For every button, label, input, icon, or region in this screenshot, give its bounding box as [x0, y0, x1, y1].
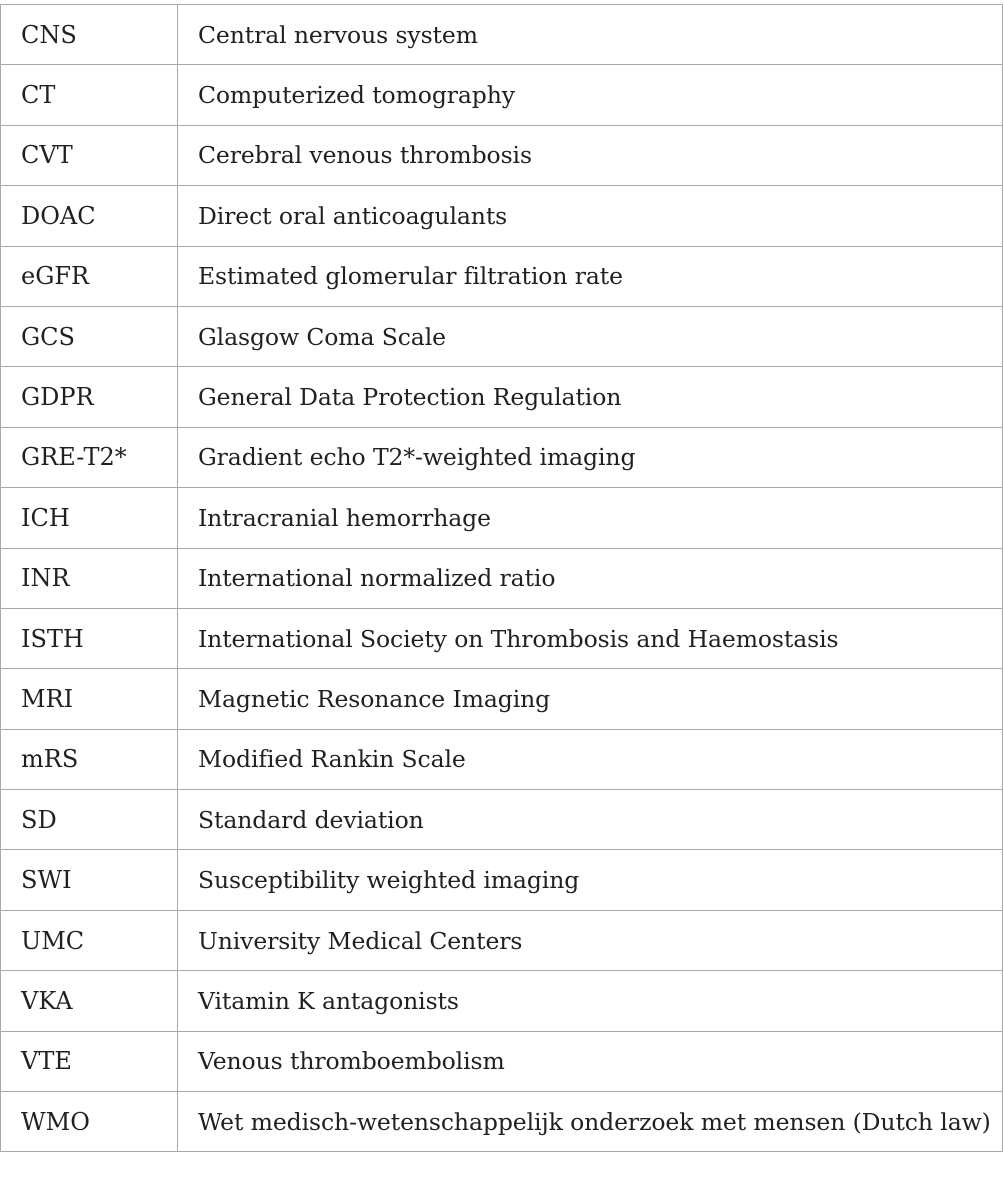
abbreviation-cell: SD [1, 790, 178, 850]
table-row [1, 850, 1003, 910]
table-row [1, 306, 1003, 366]
definition-cell: International normalized ratio [178, 548, 1003, 608]
definition-cell: Central nervous system [178, 5, 1003, 65]
definition-cell: Magnetic Resonance Imaging [178, 669, 1003, 729]
table-row [1, 669, 1003, 729]
definition-cell: Estimated glomerular filtration rate [178, 246, 1003, 306]
definition-cell: Venous thromboembolism [178, 1031, 1003, 1091]
table-row [1, 548, 1003, 608]
table-row [1, 367, 1003, 427]
definition-cell: Computerized tomography [178, 65, 1003, 125]
abbreviation-cell: GDPR [1, 367, 178, 427]
abbreviation-cell: GRE-T2* [1, 427, 178, 487]
definition-cell: Wet medisch-wetenschappelijk onderzoek met mensen (Dutch law) [178, 1092, 1003, 1152]
definition-cell: Intracranial hemorrhage [178, 488, 1003, 548]
table-row [1, 246, 1003, 306]
abbreviation-cell: eGFR [1, 246, 178, 306]
table-row [1, 5, 1003, 65]
definition-cell: Gradient echo T2*-weighted imaging [178, 427, 1003, 487]
definition-cell: Susceptibility weighted imaging [178, 850, 1003, 910]
table-row [1, 910, 1003, 970]
definition-cell: Vitamin K antagonists [178, 971, 1003, 1031]
definition-cell: Glasgow Coma Scale [178, 306, 1003, 366]
table-row [1, 427, 1003, 487]
abbreviation-cell: INR [1, 548, 178, 608]
abbreviation-cell: UMC [1, 910, 178, 970]
definition-cell: Standard deviation [178, 790, 1003, 850]
abbreviations-table [0, 4, 1003, 1152]
abbreviation-cell: mRS [1, 729, 178, 789]
table-row [1, 1031, 1003, 1091]
abbreviations-table-body [1, 5, 1003, 1152]
abbreviation-cell: GCS [1, 306, 178, 366]
definition-cell: University Medical Centers [178, 910, 1003, 970]
table-row [1, 729, 1003, 789]
abbreviation-cell: CVT [1, 125, 178, 185]
abbreviation-cell: SWI [1, 850, 178, 910]
definition-cell: General Data Protection Regulation [178, 367, 1003, 427]
table-row [1, 608, 1003, 668]
table-row [1, 65, 1003, 125]
definition-cell: International Society on Thrombosis and Haemostasis [178, 608, 1003, 668]
abbreviation-cell: VKA [1, 971, 178, 1031]
table-row [1, 1092, 1003, 1152]
definition-cell: Direct oral anticoagulants [178, 186, 1003, 246]
table-row [1, 186, 1003, 246]
table-row [1, 971, 1003, 1031]
abbreviation-cell: WMO [1, 1092, 178, 1152]
definition-cell: Modified Rankin Scale [178, 729, 1003, 789]
abbreviation-cell: ISTH [1, 608, 178, 668]
abbreviation-cell: CNS [1, 5, 178, 65]
table-row [1, 790, 1003, 850]
abbreviation-cell: CT [1, 65, 178, 125]
table-row [1, 125, 1003, 185]
table-row [1, 488, 1003, 548]
definition-cell: Cerebral venous thrombosis [178, 125, 1003, 185]
abbreviation-cell: VTE [1, 1031, 178, 1091]
abbreviation-cell: ICH [1, 488, 178, 548]
abbreviation-cell: MRI [1, 669, 178, 729]
abbreviation-cell: DOAC [1, 186, 178, 246]
